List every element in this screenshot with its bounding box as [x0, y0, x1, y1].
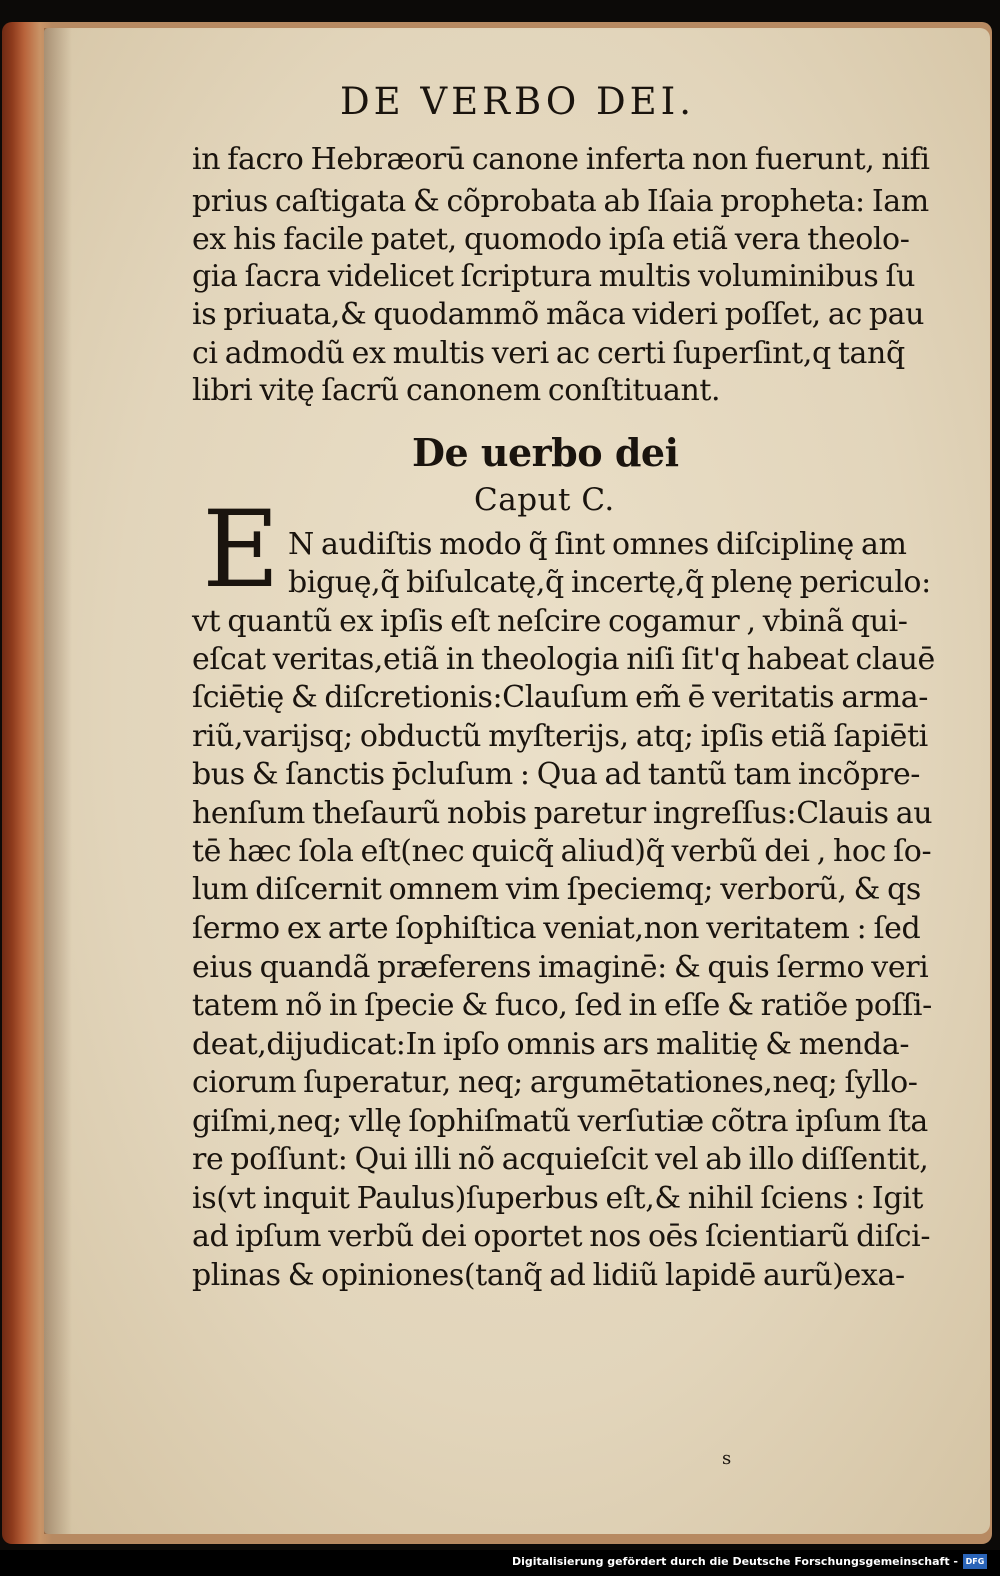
- text-line: is priuata,& quodammõ mãca videri poſſet, ac pau: [192, 297, 925, 332]
- chapter-label: Caput C.: [474, 482, 615, 518]
- footer-credit: Digitalisierung gefördert durch die Deutsche Forschungsgemeinschaft -: [511, 1555, 958, 1568]
- dfg-logo-icon: DFG: [963, 1554, 987, 1569]
- page-gutter-shadow: [44, 28, 72, 1534]
- text-line: ci admodũ ex multis veri ac certi ſuperſint,q tanq̃: [192, 336, 905, 371]
- text-line: eius quandã præferens imaginē: & quis ſermo veri: [192, 950, 929, 985]
- text-line: eſcat veritas,etiã in theologia niſi ſit'q habeat clauē: [192, 642, 935, 677]
- text-line: ſciētię & diſcretionis:Clauſum em̃ ē veritatis arma-: [192, 680, 929, 715]
- text-line: bus & ſanctis p̄cluſum : Qua ad tantũ tam incõpre-: [192, 757, 921, 792]
- catchword: s: [722, 1448, 732, 1469]
- text-line: lum diſcernit omnem vim ſpeciemq; verborũ, & qs: [192, 872, 921, 907]
- section-title: De uerbo dei: [412, 430, 679, 475]
- text-line: plinas & opiniones(tanq̃ ad lidiũ lapidē aurũ)exa-: [192, 1258, 905, 1293]
- text-line: re poſſunt: Qui illi nõ acquieſcit vel ab illo diſſentit,: [192, 1142, 929, 1177]
- text-line: biguę,q̃ biſulcatę,q̃ incertę,q̃ plenę periculo:: [288, 565, 931, 600]
- text-line: tē hæc ſola eſt(nec quicq̃ aliud)q̃ verbũ dei , hoc ſo-: [192, 834, 932, 869]
- text-line: gia ſacra videlicet ſcriptura multis voluminibus ſu: [192, 259, 916, 294]
- text-line: is(vt inquit Paulus)ſuperbus eſt,& nihil ſciens : Igit: [192, 1181, 924, 1216]
- text-line: deat,dijudicat:In ipſo omnis ars malitię & menda-: [192, 1027, 910, 1062]
- text-line: prius caſtigata & cõprobata ab Iſaia propheta: Iam: [192, 184, 929, 219]
- running-head: DE VERBO DEI.: [340, 80, 696, 123]
- text-line: giſmi,neq; vllę ſophiſmatũ verſutiæ cõtra ipſum ſta: [192, 1104, 928, 1139]
- text-line: ciorum ſuperatur, neq; argumētationes,neq; ſyllo-: [192, 1065, 918, 1100]
- text-line: vt quantũ ex ipſis eſt neſcire cogamur , vbinã qui-: [192, 604, 908, 639]
- text-line: ex his facile patet, quomodo ipſa etiã vera theolo-: [192, 222, 910, 257]
- text-line: libri vitę ſacrũ canonem conſtituant.: [192, 373, 721, 408]
- text-line: N audiſtis modo q̃ ſint omnes diſciplinę am: [288, 527, 907, 562]
- text-line: tatem nõ in ſpecie & fuco, ſed in eſſe & ratiõe poſſi-: [192, 988, 932, 1023]
- text-line: henſum theſaurũ nobis paretur ingreſſus:Clauis au: [192, 796, 933, 831]
- text-line: ſermo ex arte ſophiſtica veniat,non veritatem : ſed: [192, 911, 921, 946]
- text-line: ad ipſum verbũ dei oportet nos oēs ſcientiarũ diſci-: [192, 1219, 931, 1254]
- text-line: in facro Hebræorū canone inferta non fuerunt, nifi: [192, 142, 930, 177]
- decorated-initial: E: [202, 488, 280, 611]
- text-line: riũ,varijsq; obductũ myſterijs, atq; ipſis etiã ſapiēti: [192, 719, 928, 754]
